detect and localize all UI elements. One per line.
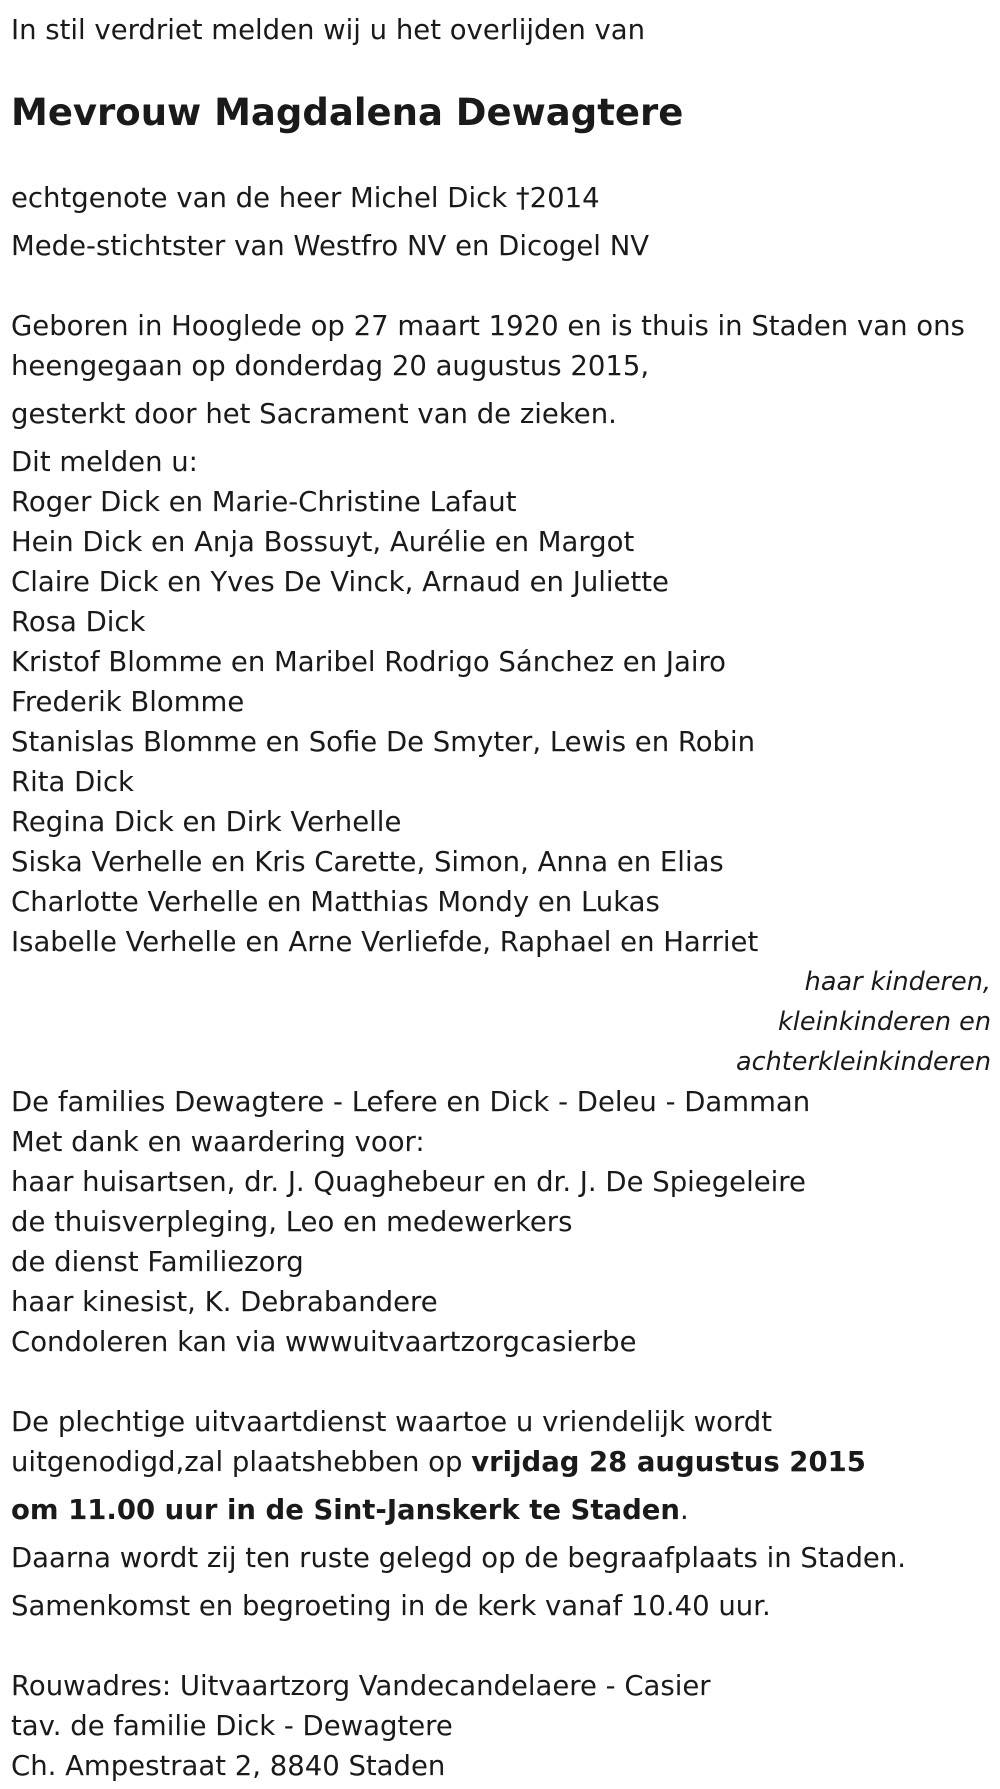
service-end: . bbox=[679, 1494, 689, 1526]
relation-block bbox=[11, 962, 1000, 1082]
service-text bbox=[11, 1402, 986, 1482]
family-line: Claire Dick en Yves De Vinck, Arnaud en Juliette bbox=[11, 566, 669, 598]
address-block bbox=[11, 1666, 1000, 1786]
family-line: Hein Dick en Anja Bossuyt, Aurélie en Margot bbox=[11, 526, 635, 558]
family-line: Siska Verhelle en Kris Carette, Simon, Anna en Elias bbox=[11, 846, 724, 878]
service-date: vrijdag 28 augustus 2015 bbox=[471, 1446, 866, 1478]
deceased-name: Mevrouw Magdalena Dewagtere bbox=[11, 91, 684, 134]
address-line: tav. de familie Dick - Dewagtere bbox=[11, 1710, 453, 1742]
address-line: Ch. Ampestraat 2, 8840 Staden bbox=[11, 1750, 446, 1782]
service-time-place: om 11.00 uur in de Sint-Janskerk te Staden bbox=[11, 1494, 680, 1526]
intro-text: In stil verdriet melden wij u het overlijden van bbox=[11, 14, 646, 46]
spouse-line: echtgenote van de heer Michel Dick †2014 bbox=[11, 182, 600, 214]
families-line: De families Dewagtere - Lefere en Dick - Deleu - Damman bbox=[11, 1086, 811, 1118]
thanks-line: de thuisverpleging, Leo en medewerkers bbox=[11, 1206, 573, 1238]
relation-line: achterkleinkinderen bbox=[736, 1047, 991, 1077]
relation-line: kleinkinderen en bbox=[778, 1007, 991, 1037]
founder-line: Mede-stichtster van Westfro NV en Dicogel NV bbox=[11, 230, 650, 262]
family-line: Charlotte Verhelle en Matthias Mondy en Lukas bbox=[11, 886, 660, 918]
service-time-place-line bbox=[11, 1490, 1000, 1530]
address-line: Rouwadres: Uitvaartzorg Vandecandelaere - Casier bbox=[11, 1670, 711, 1702]
announce-intro: Dit melden u: bbox=[11, 446, 198, 478]
family-list bbox=[11, 482, 1000, 962]
thanks-line: de dienst Familiezorg bbox=[11, 1246, 304, 1278]
relation-line: haar kinderen, bbox=[804, 967, 991, 997]
thanks-line: haar huisartsen, dr. J. Quaghebeur en dr. J. De Spiegeleire bbox=[11, 1166, 806, 1198]
sacrament-line: gesterkt door het Sacrament van de zieken. bbox=[11, 398, 617, 430]
thanks-line: haar kinesist, K. Debrabandere bbox=[11, 1286, 438, 1318]
service-intro: De plechtige uitvaartdienst waartoe u vriendelijk wordt uitgenodigd,zal plaatshebben op bbox=[11, 1406, 773, 1478]
thanks-list bbox=[11, 1162, 1000, 1322]
family-line: Rita Dick bbox=[11, 766, 134, 798]
family-line: Kristof Blomme en Maribel Rodrigo Sánchez en Jairo bbox=[11, 646, 726, 678]
family-line: Isabelle Verhelle en Arne Verliefde, Raphael en Harriet bbox=[11, 926, 759, 958]
thanks-intro: Met dank en waardering voor: bbox=[11, 1126, 425, 1158]
family-line: Stanislas Blomme en Sofie De Smyter, Lewis en Robin bbox=[11, 726, 756, 758]
family-line: Regina Dick en Dirk Verhelle bbox=[11, 806, 402, 838]
gathering-line: Samenkomst en begroeting in de kerk vanaf 10.40 uur. bbox=[11, 1590, 771, 1622]
burial-line: Daarna wordt zij ten ruste gelegd op de begraafplaats in Staden. bbox=[11, 1542, 907, 1574]
family-line: Rosa Dick bbox=[11, 606, 146, 638]
birth-death-text: Geboren in Hooglede op 27 maart 1920 en is thuis in Staden van ons heengegaan op donderdag 20 augustus 2015, bbox=[11, 310, 965, 382]
condolences-line: Condoleren kan via wwwuitvaartzorgcasierbe bbox=[11, 1326, 637, 1358]
family-line: Frederik Blomme bbox=[11, 686, 245, 718]
family-line: Roger Dick en Marie-Christine Lafaut bbox=[11, 486, 517, 518]
